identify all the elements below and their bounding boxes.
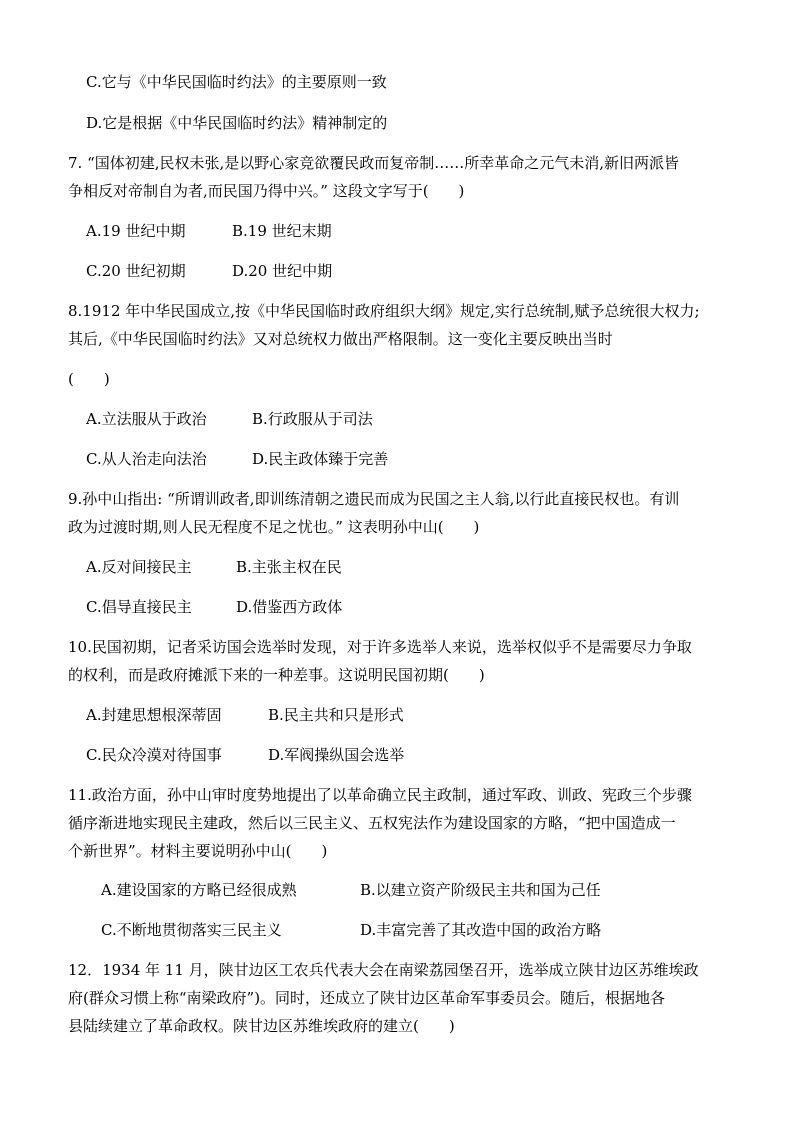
q7-option-d: D.20 世纪中期 [232,262,333,280]
q9-option-d: D.借鉴西方政体 [236,598,343,616]
q10-stem-line2: 的权利，而是政府摊派下来的一种差事。这说明民国初期( ) [68,666,485,684]
q7-option-c: C.20 世纪初期 [86,262,186,280]
q8-option-a: A.立法服从于政治 [86,410,207,428]
q7-stem-line2: 争相反对帝制自为者,而民国乃得中兴。” 这段文字写于( ) [68,182,465,200]
q10-option-a: A.封建思想根深蒂固 [86,706,222,724]
q12-stem-line2: 府(群众习惯上称“南梁政府”)。同时，还成立了陕甘边区革命军事委员会。随后，根据地各 [68,989,666,1007]
q12-stem-line3: 县陆续建立了革命政权。陕甘边区苏维埃政府的建立( ) [68,1017,455,1035]
q9-stem-line2: 政为过渡时期,则人民无程度不足之忧也。” 这表明孙中山( ) [68,518,480,536]
q7-option-a: A.19 世纪中期 [86,222,186,240]
q11-option-c: C.不断地贯彻落实三民主义 [101,921,282,939]
q9-option-c: C.倡导直接民主 [86,598,192,616]
q11-option-b: B.以建立资产阶级民主共和国为己任 [360,881,601,899]
q11-stem-line2: 循序渐进地实现民主建政，然后以三民主义、五权宪法作为建设国家的方略，“把中国造成一 [68,814,676,832]
q8-option-c: C.从人治走向法治 [86,450,207,468]
prev-option-c: C.它与《中华民国临时约法》的主要原则一致 [86,73,387,91]
q11-stem-line1: 11.政治方面，孙中山审时度势地提出了以革命确立民主政制，通过军政、训政、宪政三个步骤 [68,786,692,804]
prev-option-d: D.它是根据《中华民国临时约法》精神制定的 [86,114,388,132]
q10-option-d: D.军阀操纵国会选举 [268,746,405,764]
q7-option-b: B.19 世纪末期 [232,222,332,240]
q11-option-a: A.建设国家的方略已经很成熟 [101,881,297,899]
q11-stem-line3: 个新世界”。材料主要说明孙中山( ) [68,842,328,860]
q9-option-a: A.反对间接民主 [86,558,192,576]
q10-option-c: C.民众冷漠对待国事 [86,746,222,764]
q10-stem-line1: 10.民国初期，记者采访国会选举时发现，对于许多选举人来说，选举权似乎不是需要尽力争取 [68,638,692,656]
q8-answer-blank: ( ) [68,370,110,388]
q12-stem-line1: 12．1934 年 11 月，陕甘边区工农兵代表大会在南梁荔园堡召开，选举成立陕甘边区苏维埃政 [68,961,699,979]
q8-stem-line2: 其后,《中华民国临时约法》又对总统权力做出严格限制。这一变化主要反映出当时 [68,330,613,348]
q9-option-b: B.主张主权在民 [236,558,342,576]
q11-option-d: D.丰富完善了其改造中国的政治方略 [360,921,602,939]
q8-option-d: D.民主政体臻于完善 [252,450,389,468]
q7-stem-line1: 7. “国体初建,民权未张,是以野心家竞欲覆民政而复帝制……所幸革命之元气未消,新旧两派皆 [68,154,680,172]
q9-stem-line1: 9.孙中山指出: “所谓训政者,即训练清朝之遗民而成为民国之主人翁,以行此直接民权也。有训 [68,490,680,508]
q8-stem-line1: 8.1912 年中华民国成立,按《中华民国临时政府组织大纲》规定,实行总统制,赋予总统很大权力; [68,302,700,320]
q8-option-b: B.行政服从于司法 [252,410,373,428]
q10-option-b: B.民主共和只是形式 [268,706,404,724]
